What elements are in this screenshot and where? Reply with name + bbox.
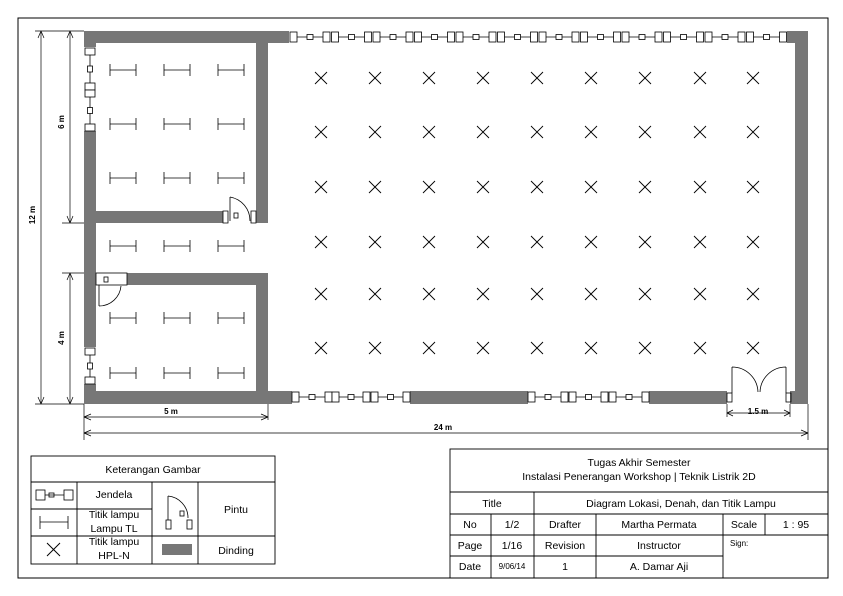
hpl-lamp-point (531, 236, 543, 248)
hpl-lamp-point (747, 288, 759, 300)
hpl-lamp-point (639, 126, 651, 138)
instructor-label: Instructor (637, 540, 681, 552)
hpl-lamp-point (369, 288, 381, 300)
hpl-lamp-point (369, 342, 381, 354)
floor-plan (84, 31, 808, 404)
hpl-lamp-point (531, 288, 543, 300)
hpl-lamp-point (531, 342, 543, 354)
hpl-lamp-point (477, 342, 489, 354)
hpl-lamp-point (747, 126, 759, 138)
hpl-lamp-point (694, 181, 706, 193)
hpl-lamp-point (315, 72, 327, 84)
hpl-lamp-point (585, 126, 597, 138)
hpl-lamp-point (477, 72, 489, 84)
hpl-lamp-point (585, 288, 597, 300)
legend-wall-label: Dinding (218, 545, 254, 557)
legend-tl-lamp-icon (40, 516, 68, 529)
sign-label: Sign: (730, 539, 749, 548)
wall-east (795, 31, 808, 404)
hpl-lamp-point (531, 181, 543, 193)
dim-4m-label: 4 m (57, 331, 66, 345)
hpl-lamp-point (315, 288, 327, 300)
hpl-lamp-point (423, 236, 435, 248)
hpl-lamp-point (477, 126, 489, 138)
hpl-lamp-point (585, 181, 597, 193)
legend-hpl-lamp-line2: HPL-N (98, 550, 130, 562)
legend-door-icon (166, 496, 192, 529)
date-value: 9/06/14 (498, 562, 526, 571)
revision-label: Revision (544, 540, 586, 552)
tl-lamp-point (164, 64, 190, 76)
hpl-lamp-point (531, 72, 543, 84)
tl-lamp-point (218, 64, 244, 76)
no-value: 1/2 (504, 519, 520, 531)
tl-lamp-point (110, 118, 136, 130)
tl-lamp-point (218, 312, 244, 324)
tl-lamp-point (218, 118, 244, 130)
dim-6m-label: 6 m (57, 115, 66, 129)
legend-wall-swatch (162, 544, 192, 555)
hpl-lamp-point (315, 236, 327, 248)
tl-lamp-point (164, 312, 190, 324)
title-block-heading-1: Tugas Akhir Semester (587, 457, 691, 469)
drafter-label: Drafter (548, 519, 582, 531)
hpl-lamp-point (369, 236, 381, 248)
hpl-lamp-point (315, 342, 327, 354)
tl-lamp-point (110, 172, 136, 184)
title-label: Title (482, 498, 502, 510)
hpl-lamp-point (369, 181, 381, 193)
hpl-lamp-point (694, 342, 706, 354)
hpl-lamp-point (694, 288, 706, 300)
hpl-lamp-point (639, 342, 651, 354)
lower-room-door-opening (96, 273, 127, 285)
date-label: Date (458, 561, 482, 573)
hpl-lamp-point (747, 72, 759, 84)
wall-interior-upper-bottom (96, 211, 223, 223)
dim-1-5m-label: 1.5 m (747, 407, 769, 416)
hpl-lamp-point (585, 342, 597, 354)
tl-lamp-point (218, 367, 244, 379)
hpl-lamp-point (369, 126, 381, 138)
no-label: No (463, 519, 477, 531)
tl-lamp-point (164, 172, 190, 184)
instructor-value: A. Damar Aji (629, 561, 689, 573)
hpl-lamp-point (694, 72, 706, 84)
legend-window-label: Jendela (95, 489, 133, 501)
dim-5m-label: 5 m (164, 407, 178, 416)
tl-lamp-point (164, 240, 190, 252)
tl-lamp-point (110, 240, 136, 252)
hpl-lamp-point (477, 236, 489, 248)
hpl-lamp-point (747, 181, 759, 193)
hpl-lamp-point (423, 126, 435, 138)
hpl-lamp-point (423, 288, 435, 300)
hpl-lamp-point (639, 72, 651, 84)
hpl-lamp-point (315, 181, 327, 193)
hpl-lamp-point (747, 342, 759, 354)
legend-hpl-lamp-icon (47, 543, 60, 556)
legend-tl-lamp-line2: Lampu TL (90, 523, 138, 535)
hpl-lamp-point (639, 181, 651, 193)
hpl-lamp-point (585, 236, 597, 248)
hpl-lamp-point (639, 288, 651, 300)
hpl-lamp-point (639, 236, 651, 248)
wall-south (84, 391, 808, 404)
revision-value: 1 (562, 561, 568, 573)
hpl-lamp-point (747, 236, 759, 248)
title-block-heading-2: Instalasi Penerangan Workshop | Teknik Listrik 2D (522, 471, 756, 483)
hpl-lamp-point (423, 72, 435, 84)
drafter-value: Martha Permata (621, 519, 697, 531)
tl-lamp-point (110, 64, 136, 76)
dim-24m-label: 24 m (433, 423, 453, 432)
hpl-lamp-point (694, 236, 706, 248)
main-door-opening (727, 391, 790, 404)
scale-value: 1 : 95 (782, 519, 810, 531)
legend-door-label: Pintu (224, 504, 248, 516)
sheet-border (18, 18, 828, 578)
tl-lamp-point (164, 367, 190, 379)
hpl-lamp-point (585, 72, 597, 84)
wall-interior-lower-top (127, 273, 268, 285)
scale-label: Scale (730, 519, 758, 531)
tl-lamp-point (110, 367, 136, 379)
tl-lamp-point (164, 118, 190, 130)
page-value: 1/16 (501, 540, 523, 552)
hpl-lamp-point (531, 126, 543, 138)
tl-lamp-point (218, 240, 244, 252)
legend-tl-lamp-line1: Titik lampu (88, 509, 140, 521)
title-value: Diagram Lokasi, Denah, dan Titik Lampu (586, 498, 776, 510)
hpl-lamp-points (315, 72, 759, 354)
hpl-lamp-point (423, 342, 435, 354)
hpl-lamp-point (694, 126, 706, 138)
wall-interior-lower (256, 273, 268, 404)
legend-window-icon (36, 490, 73, 500)
hpl-lamp-point (477, 288, 489, 300)
hpl-lamp-point (477, 181, 489, 193)
page-label: Page (457, 540, 483, 552)
legend-title: Keterangan Gambar (105, 464, 201, 476)
dimension-lines (35, 31, 808, 440)
wall-interior-upper (256, 31, 268, 223)
tl-lamp-point (218, 172, 244, 184)
hpl-lamp-point (423, 181, 435, 193)
dim-12m-label: 12 m (28, 205, 37, 225)
tl-lamp-point (110, 312, 136, 324)
legend-hpl-lamp-line1: Titik lampu (88, 536, 140, 548)
hpl-lamp-point (315, 126, 327, 138)
hpl-lamp-point (369, 72, 381, 84)
